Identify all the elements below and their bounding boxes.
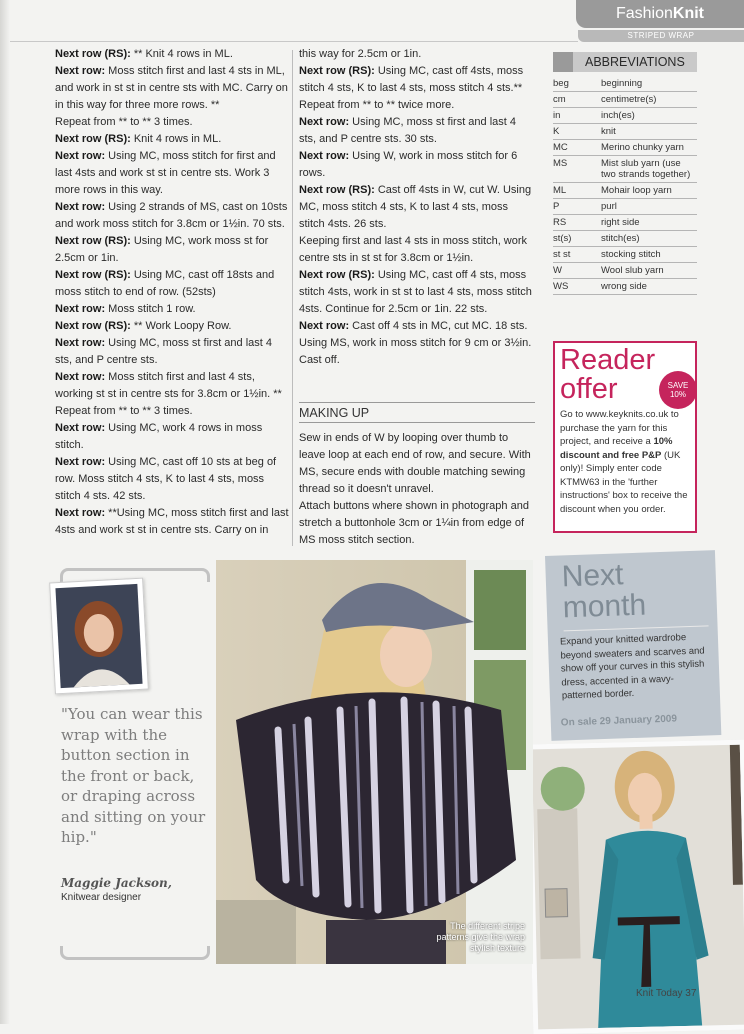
abbreviation-meaning: Mohair loop yarn — [601, 183, 697, 199]
abbreviation-meaning: centimetre(s) — [601, 92, 697, 108]
instruction-label: Next row: — [55, 201, 106, 213]
badge-text: SAVE — [667, 381, 689, 390]
pattern-instruction — [55, 403, 289, 420]
next-month-text: Expand your knitted wardrobe beyond sweaters and scarves and show off your curves in this stylish dress, accented in a wavy-patterned border. — [559, 632, 705, 702]
abbreviation-meaning: purl — [601, 199, 697, 215]
instruction-text: Repeat from ** to ** 3 times. — [55, 405, 193, 417]
pattern-column-1 — [55, 46, 289, 539]
pattern-instruction — [55, 233, 289, 267]
abbreviation-key: ML — [553, 183, 601, 199]
designer-quote: "You can wear this wrap with the button section in the front or back, or draping across and sitting on your hip." — [61, 705, 206, 846]
instruction-label: Next row (RS): — [55, 133, 131, 145]
instruction-text: Using W, work in moss stitch for 6 rows. — [299, 150, 518, 179]
photo-caption: The different stripe patterns give the wrap stylish texture — [436, 921, 525, 953]
instruction-label: Next row (RS): — [299, 65, 375, 77]
instruction-text: Using MC, moss st first and last 4 sts, and P centre sts. — [55, 337, 273, 366]
pattern-instruction — [55, 454, 289, 505]
pattern-instruction — [55, 505, 289, 539]
abbreviation-key: st st — [553, 247, 601, 263]
instruction-text: Using MC, moss st first and last 4 sts, and P centre sts. 30 sts. — [299, 116, 517, 145]
abbreviation-row — [553, 76, 697, 92]
abbreviation-key: P — [553, 199, 601, 215]
abbreviation-row — [553, 156, 697, 183]
instruction-label: Next row: — [55, 456, 106, 468]
instruction-label: Next row (RS): — [55, 269, 131, 281]
instruction-text: Using MC, moss stitch for first and last 4sts and work st st in centre sts. Work 3 more rows in this way. — [55, 150, 276, 196]
abbreviation-meaning: beginning — [601, 76, 697, 92]
pattern-instruction — [299, 97, 535, 114]
making-up-heading: MAKING UP — [299, 402, 535, 423]
instruction-text: Knit 4 rows in ML. — [130, 133, 222, 145]
designer-portrait — [49, 578, 149, 695]
pattern-instruction — [55, 46, 289, 63]
abbreviations-heading — [553, 52, 697, 72]
dress-photo-illustration — [532, 745, 744, 1030]
quote-bracket-bottom — [60, 946, 210, 960]
instruction-label: Next row: — [55, 65, 106, 77]
instruction-label: Next row: — [55, 303, 106, 315]
abbreviation-row — [553, 183, 697, 199]
instruction-text: Using MC, cast off 4 sts, moss stitch 4sts, work in st st to last 4 sts, moss stitch 4sts. Continue for 2.5cm or 1in. 22 sts. — [299, 269, 532, 315]
abbreviation-row — [553, 247, 697, 263]
pattern-instruction — [299, 46, 535, 63]
abbreviation-key: beg — [553, 76, 601, 92]
instruction-label: Next row (RS): — [299, 269, 375, 281]
next-month-box — [545, 550, 721, 741]
instruction-label: Next row: — [55, 337, 106, 349]
abbreviation-meaning: stitch(es) — [601, 231, 697, 247]
pattern-column-2 — [299, 46, 535, 369]
page-gutter — [0, 0, 10, 1024]
instruction-text: ** Work Loopy Row. — [130, 320, 232, 332]
abbreviation-meaning: wrong side — [601, 279, 697, 295]
brand-light-text: Fashion — [615, 5, 673, 22]
pattern-instruction — [55, 301, 289, 318]
instruction-label: Next row (RS): — [55, 48, 131, 60]
abbreviation-key: MC — [553, 140, 601, 156]
next-month-title — [561, 559, 647, 624]
abbreviation-meaning: inch(es) — [601, 108, 697, 124]
designer-name: Maggie Jackson, — [61, 876, 172, 890]
abbreviation-key: cm — [553, 92, 601, 108]
pattern-instruction — [299, 63, 535, 97]
pattern-instruction — [55, 148, 289, 199]
instruction-text: Using MC, work 4 rows in moss stitch. — [55, 422, 263, 451]
instruction-label: Next row: — [299, 150, 350, 162]
pattern-instruction — [299, 318, 535, 369]
instruction-text: Moss stitch first and last 4 sts in ML, and work in st st in centre sts with MC. Carry on in this way for three more rows. ** — [55, 65, 288, 111]
abbreviation-meaning: Mist slub yarn (use two strands together) — [601, 156, 697, 183]
magazine-section-brand — [576, 0, 744, 28]
abbreviation-row — [553, 263, 697, 279]
pattern-instruction — [55, 420, 289, 454]
designer-role: Knitwear designer — [61, 892, 142, 903]
instruction-text: Repeat from ** to ** twice more. — [299, 99, 455, 111]
section-tag: STRIPED WRAP — [578, 30, 744, 42]
offer-title-line: offer — [560, 373, 618, 405]
making-up-paragraph: Attach buttons where shown in photograph and stretch a buttonhole 3cm or 1¼in from edge of MS moss stitch section. — [299, 500, 529, 546]
column-divider — [292, 50, 293, 546]
instruction-text: Using MC, work moss st for 2.5cm or 1in. — [55, 235, 269, 264]
abbreviations-title: ABBREVIATIONS — [585, 55, 685, 69]
instruction-label: Next row: — [55, 150, 106, 162]
heading-square-icon — [553, 52, 573, 72]
abbreviation-row — [553, 279, 697, 295]
abbreviation-row — [553, 124, 697, 140]
pattern-instruction — [299, 182, 535, 233]
next-title-line: Next — [561, 558, 624, 594]
pattern-instruction — [55, 114, 289, 131]
next-title-line: month — [562, 588, 647, 625]
pattern-instruction — [299, 233, 535, 267]
abbreviation-row — [553, 92, 697, 108]
abbreviation-key: MS — [553, 156, 601, 183]
instruction-label: Next row: — [55, 371, 106, 383]
pattern-instruction — [55, 369, 289, 403]
offer-title-line: Reader — [560, 344, 656, 376]
instruction-label: Next row: — [55, 507, 106, 519]
striped-wrap-illustration — [216, 560, 533, 964]
offer-text-bold: 10% discount and free P&P — [560, 436, 673, 461]
abbreviation-row — [553, 231, 697, 247]
instruction-text: Using 2 strands of MS, cast on 10sts and work moss stitch for 3.8cm or 1½in. 70 sts. — [55, 201, 288, 230]
abbreviation-meaning: right side — [601, 215, 697, 231]
offer-text: Go to www.keyknits.co.uk to purchase the yarn for this project, and receive a — [560, 409, 679, 447]
instruction-label: Next row: — [55, 422, 106, 434]
instruction-text: **Using MC, moss stitch first and last 4sts and work st st in centre sts. Carry on in — [55, 507, 289, 536]
instruction-text: Cast off 4 sts in MC, cut MC. 18 sts. Using MS, work in moss stitch for 9 cm or 3½in. Cast off. — [299, 320, 532, 366]
pattern-instruction — [55, 267, 289, 301]
pattern-instruction — [299, 148, 535, 182]
pattern-instruction — [299, 267, 535, 318]
instruction-text: Keeping first and last 4 sts in moss stitch, work centre sts in st st for 3.8cm or 1½in. — [299, 235, 528, 264]
header-divider — [10, 41, 578, 42]
abbreviation-meaning: stocking stitch — [601, 247, 697, 263]
instruction-text: Using MC, cast off 4sts, moss stitch 4 sts, K to last 4 sts, moss stitch 4 sts.** — [299, 65, 524, 94]
brand-bold-text: Knit — [672, 5, 705, 22]
abbreviation-key: st(s) — [553, 231, 601, 247]
abbreviation-meaning: Merino chunky yarn — [601, 140, 697, 156]
page-footer: Knit Today 37 — [636, 988, 697, 999]
abbreviation-row — [553, 140, 697, 156]
instruction-text: this way for 2.5cm or 1in. — [299, 48, 422, 60]
pattern-instruction — [55, 335, 289, 369]
abbreviation-key: K — [553, 124, 601, 140]
abbreviation-key: RS — [553, 215, 601, 231]
instruction-label: Next row (RS): — [55, 235, 131, 247]
save-badge — [659, 371, 697, 409]
instruction-text: Cast off 4sts in W, cut W. Using MC, moss stitch 4 sts, K to last 4 sts, moss stitch 4sts. 26 sts. — [299, 184, 532, 230]
instruction-label: Next row (RS): — [299, 184, 375, 196]
pattern-instruction — [55, 131, 289, 148]
abbreviation-meaning: Wool slub yarn — [601, 263, 697, 279]
making-up-text — [299, 430, 535, 549]
abbreviation-row — [553, 215, 697, 231]
abbreviation-key: WS — [553, 279, 601, 295]
reader-offer-box — [553, 341, 697, 533]
instruction-text: ** Knit 4 rows in ML. — [130, 48, 233, 60]
abbreviation-key: in — [553, 108, 601, 124]
abbreviation-key: W — [553, 263, 601, 279]
on-sale-date: On sale 29 January 2009 — [560, 713, 678, 729]
abbreviation-row — [553, 199, 697, 215]
abbreviation-row — [553, 108, 697, 124]
instruction-label: Next row: — [299, 320, 350, 332]
pattern-instruction — [55, 318, 289, 335]
instruction-text: Using MC, cast off 10 sts at beg of row. Moss stitch 4 sts, K to last 4 sts, moss stitch 4 sts. 42 sts. — [55, 456, 277, 502]
instruction-label: Next row: — [299, 116, 350, 128]
instruction-text: Moss stitch 1 row. — [105, 303, 196, 315]
designer-portrait-image — [50, 579, 148, 694]
abbreviation-meaning: knit — [601, 124, 697, 140]
making-up-paragraph: Sew in ends of W by looping over thumb to leave loop at each end of row, and secure. With MS, secure ends with double matching sewing thread so it doesn't unravel. — [299, 432, 531, 495]
pattern-instruction — [299, 114, 535, 148]
instruction-text: Moss stitch first and last 4 sts, working st st in centre sts for 3.8cm or 1½in. ** — [55, 371, 282, 400]
reader-offer-text — [560, 408, 690, 516]
abbreviations-table — [553, 76, 697, 295]
instruction-label: Next row (RS): — [55, 320, 131, 332]
instruction-text: Repeat from ** to ** 3 times. — [55, 116, 193, 128]
badge-text: 10% — [669, 390, 686, 399]
pattern-instruction — [55, 63, 289, 114]
striped-wrap-photo — [216, 560, 533, 964]
instruction-text: Using MC, cast off 18sts and moss stitch to end of row. (52sts) — [55, 269, 275, 298]
pattern-instruction — [55, 199, 289, 233]
offer-text: (UK only)! Simply enter code KTMW63 in the 'further instructions' box to receive the discount when you order. — [560, 449, 688, 515]
